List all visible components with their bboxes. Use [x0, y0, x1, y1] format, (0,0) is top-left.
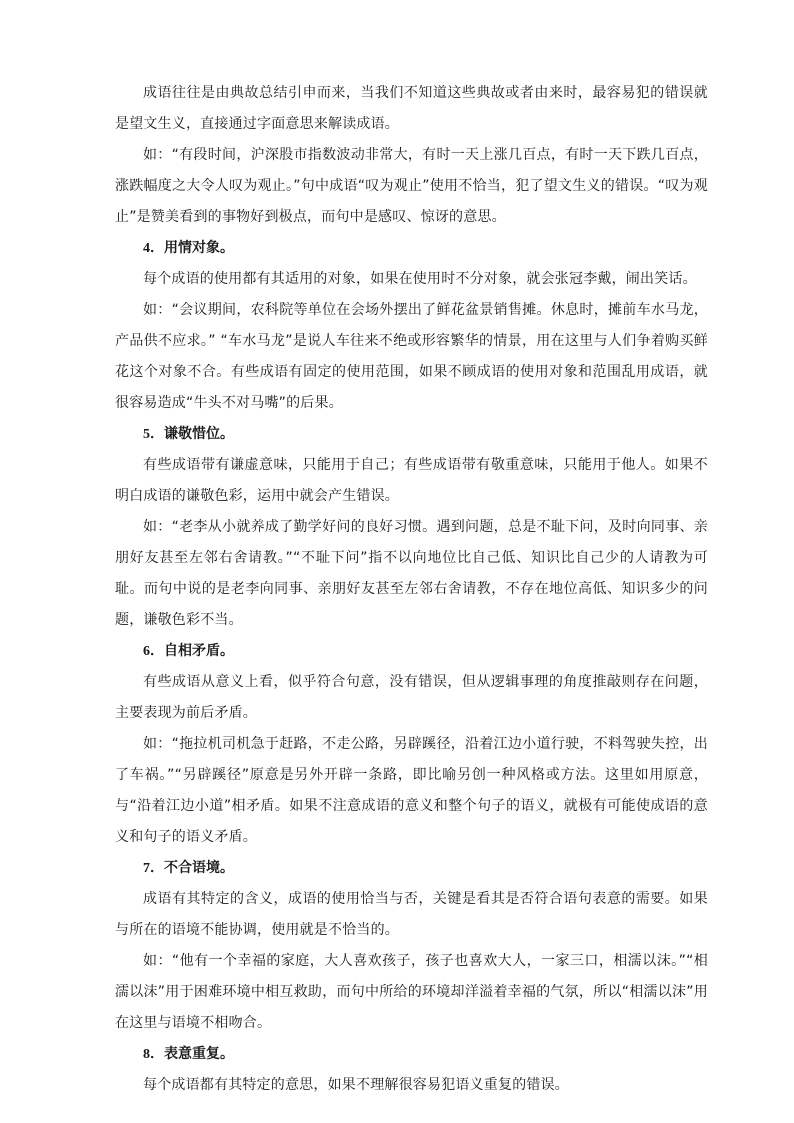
- section-title: 自相矛盾。: [164, 643, 234, 659]
- paragraph: 成语往往是由典故总结引申而来，当我们不知道这些典故或者由来时，最容易犯的错误就是望文生义，直接通过字面意思来解读成语。: [115, 85, 708, 132]
- section-title: 用情对象。: [164, 240, 234, 256]
- example-paragraph: 如：“有段时间，沪深股市指数波动非常大，有时一天上涨几百点，有时一天下跌几百点，涨跌幅度之大令人叹为观止。”句中成语“叹为观止”使用不恰当，犯了望文生义的错误。“叹为观止”是赞美看到的事物好到极点，而句中是感叹、惊讶的意思。: [115, 147, 708, 225]
- paragraph: 每个成语都有其特定的意思，如果不理解很容易犯语义重复的错误。: [143, 1077, 569, 1093]
- example-paragraph: 如：“拖拉机司机急于赶路，不走公路，另辟蹊径，沿着江边小道行驶，不料驾驶失控，出了车祸。”“另辟蹊径”原意是另外开辟一条路，即比喻另创一种风格或方法。这里如用原意，与“沿着江边小道”相矛盾。如果不注意成语的意义和整个句子的语义，就极有可能使成语的意义和句子的语义矛盾。: [115, 736, 708, 845]
- section-heading: [115, 1039, 708, 1070]
- section-number: 5．: [143, 427, 164, 442]
- section-number: 4．: [143, 241, 164, 256]
- section-title: 谦敬惜位。: [164, 426, 234, 442]
- paragraph: 有些成语从意义上看，似乎符合句意，没有错误，但从逻辑事理的角度推敲则存在问题，主要表现为前后矛盾。: [115, 674, 708, 721]
- section-number: 6．: [143, 644, 164, 659]
- example-paragraph: 如：“老李从小就养成了勤学好问的良好习惯。遇到问题，总是不耻下问，及时向同事、亲朋好友甚至左邻右舍请教。”“不耻下问”指不以向地位比自己低、知识比自己少的人请教为可耻。而句中说的是老李向同事、亲朋好友甚至左邻右舍请教，不存在地位高低、知识多少的问题，谦敬色彩不当。: [115, 519, 708, 628]
- section-heading: [115, 853, 708, 884]
- section-title: 表意重复。: [164, 1046, 234, 1062]
- example-paragraph: 如：“会议期间，农科院等单位在会场外摆出了鲜花盆景销售摊。休息时，摊前车水马龙，产品供不应求。” “车水马龙”是说人车往来不绝或形容繁华的情景，用在这里与人们争着购买鲜花这个对象不合。有些成语有固定的使用范围，如果不顾成语的使用对象和范围乱用成语，就很容易造成“牛头不对马嘴”的后果。: [115, 302, 708, 411]
- section-number: 7．: [143, 861, 164, 876]
- section-heading: [115, 636, 708, 667]
- paragraph: 成语有其特定的含义，成语的使用恰当与否，关键是看其是否符合语句表意的需要。如果与所在的语境不能协调，使用就是不恰当的。: [115, 891, 708, 938]
- paragraph: 有些成语带有谦虚意味，只能用于自己；有些成语带有敬重意味，只能用于他人。如果不明白成语的谦敬色彩，运用中就会产生错误。: [115, 457, 708, 504]
- section-number: 8．: [143, 1047, 164, 1062]
- example-paragraph: 如：“他有一个幸福的家庭，大人喜欢孩子，孩子也喜欢大人，一家三口，相濡以沫。”“相濡以沫”用于困难环境中相互救助，而句中所给的环境却洋溢着幸福的气氛，所以“相濡以沫”用在这里与语境不相吻合。: [115, 953, 708, 1031]
- section-heading: [115, 233, 708, 264]
- section-heading: [115, 419, 708, 450]
- section-title: 不合语境。: [164, 860, 234, 876]
- paragraph: 每个成语的使用都有其适用的对象，如果在使用时不分对象，就会张冠李戴，闹出笑话。: [143, 271, 697, 287]
